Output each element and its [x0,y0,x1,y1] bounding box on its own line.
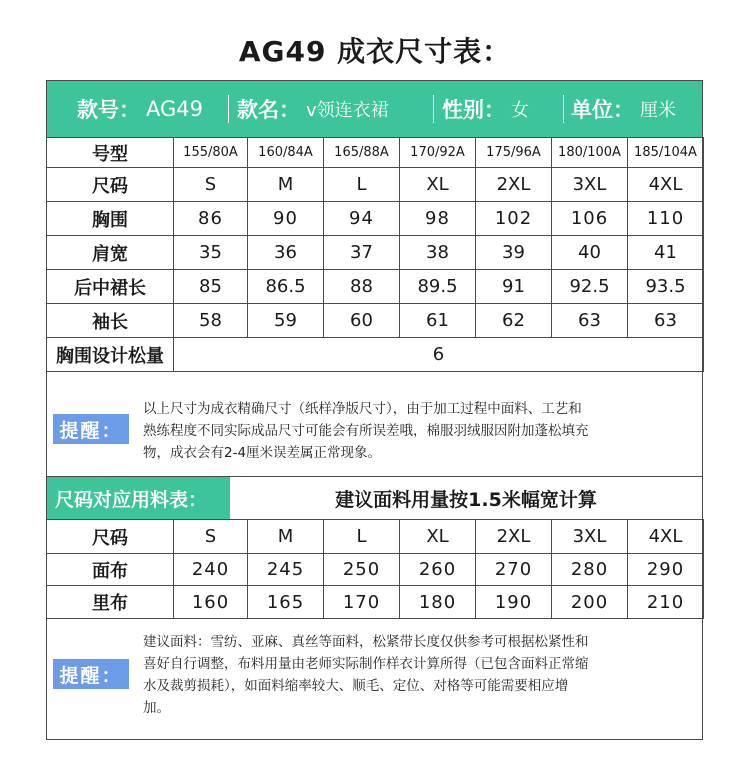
table-cell: 63 [628,304,704,338]
tip-line: 物，成衣会有2-4厘米误差属正常现象。 [143,445,382,461]
table-row [47,236,704,270]
table-cell: S [174,520,248,554]
row-label: 胸围 [47,202,174,236]
fabric-section-header [47,477,702,519]
table-cell: 240 [174,554,248,586]
tip-line: 喜好自行调整，布料用量由老师实际制作样衣计算所得（已包含面料正常缩 [143,656,589,672]
table-cell: 4XL [628,520,704,554]
table-cell: 106 [552,202,628,236]
table-cell: L [324,520,400,554]
table-cell: 290 [628,554,704,586]
row-label: 号型 [47,138,174,168]
tip-line: 熟练程度不同实际成品尺寸可能会有所误差哦，棉服羽绒服因附加蓬松填充 [143,423,589,439]
table-row [47,586,704,619]
table-cell: 245 [248,554,324,586]
row-label: 后中裙长 [47,270,174,304]
table-cell: 85 [174,270,248,304]
table-row [47,554,704,586]
table-cell: 155/80A [174,138,248,168]
table-cell: 165/88A [324,138,400,168]
row-label: 尺码 [47,168,174,202]
tip-line: 水及裁剪损耗），如面料缩率较大、顺毛、定位、对格等可能需要相应增 [143,678,569,694]
style-name-label: 款名： [237,98,300,122]
header-divider [228,95,229,123]
fabric-section-label: 尺码对应用料表： [47,477,230,519]
table-cell: 2XL [476,168,552,202]
table-cell: L [324,168,400,202]
tip-note [47,619,702,739]
table-cell: 58 [174,304,248,338]
tip-note [47,376,702,466]
table-row [47,304,704,338]
table-cell: 250 [324,554,400,586]
table-cell: 165 [248,586,324,619]
gender [442,81,529,137]
table-cell: 41 [628,236,704,270]
table-cell: 4XL [628,168,704,202]
table-cell: 94 [324,202,400,236]
table-cell: 180 [400,586,476,619]
size-table [46,137,704,372]
info-header-bar [47,81,702,137]
table-cell: 86.5 [248,270,324,304]
row-label: 袖长 [47,304,174,338]
style-name [237,81,389,137]
table-cell: 270 [476,554,552,586]
tip-badge: 提醒： [53,414,129,444]
table-cell: 91 [476,270,552,304]
table-cell: 59 [248,304,324,338]
row-label: 尺码 [47,520,174,554]
table-cell: 89.5 [400,270,476,304]
table-cell: 170/92A [400,138,476,168]
table-cell: 37 [324,236,400,270]
style-number-label: 款号： [77,98,140,122]
table-cell: 61 [400,304,476,338]
table-cell: 3XL [552,168,628,202]
row-label: 胸围设计松量 [47,338,174,372]
row-label: 里布 [47,586,174,619]
table-cell: 170 [324,586,400,619]
tip-line: 建议面料：雪纺、亚麻、真丝等面料，松紧带长度仅供参考可根据松紧性和 [143,634,589,650]
table-cell: 102 [476,202,552,236]
table-row [47,520,704,554]
fabric-section-title: 建议面料用量按1.5米幅宽计算 [335,488,597,511]
table-cell: 160 [174,586,248,619]
table-cell: 93.5 [628,270,704,304]
style-number [77,81,203,137]
tip-badge: 提醒： [53,659,129,689]
table-cell: 60 [324,304,400,338]
table-cell: 280 [552,554,628,586]
table-cell: 200 [552,586,628,619]
table-cell: 40 [552,236,628,270]
table-cell: 185/104A [628,138,704,168]
table-cell: 86 [174,202,248,236]
table-cell: 90 [248,202,324,236]
table-cell: 160/84A [248,138,324,168]
table-row [47,338,704,372]
unit-label: 单位： [571,98,634,122]
tip-text [143,398,589,464]
table-cell: 210 [628,586,704,619]
table-cell: 35 [174,236,248,270]
table-cell: 98 [400,202,476,236]
fabric-table [46,519,704,619]
table-cell: 3XL [552,520,628,554]
header-divider [563,95,564,123]
table-cell: 38 [400,236,476,270]
table-cell: 92.5 [552,270,628,304]
table-cell: 36 [248,236,324,270]
ease-value: 6 [174,338,704,372]
table-cell: M [248,520,324,554]
table-cell: XL [400,520,476,554]
style-number-value: AG49 [146,97,203,121]
table-cell: 180/100A [552,138,628,168]
table-cell: 39 [476,236,552,270]
size-chart-frame [46,80,703,740]
gender-label: 性别： [442,98,505,122]
table-row [47,270,704,304]
tip-text [143,631,589,719]
row-label: 肩宽 [47,236,174,270]
row-label: 面布 [47,554,174,586]
table-row [47,202,704,236]
style-name-value: v领连衣裙 [306,100,389,121]
table-cell: 260 [400,554,476,586]
tip-line: 加。 [143,700,170,716]
table-cell: 2XL [476,520,552,554]
table-cell: S [174,168,248,202]
table-cell: 110 [628,202,704,236]
gender-value: 女 [511,100,529,121]
table-cell: 190 [476,586,552,619]
table-cell: XL [400,168,476,202]
page-title: AG49 成衣尺寸表： [238,35,512,68]
unit-value: 厘米 [640,100,676,121]
table-cell: M [248,168,324,202]
table-cell: 62 [476,304,552,338]
table-row [47,168,704,202]
table-cell: 175/96A [476,138,552,168]
table-cell: 63 [552,304,628,338]
unit [571,81,676,137]
table-row [47,138,704,168]
tip-line: 以上尺寸为成衣精确尺寸（纸样净版尺寸），由于加工过程中面料、工艺和 [143,401,582,417]
table-cell: 88 [324,270,400,304]
header-divider [433,95,434,123]
